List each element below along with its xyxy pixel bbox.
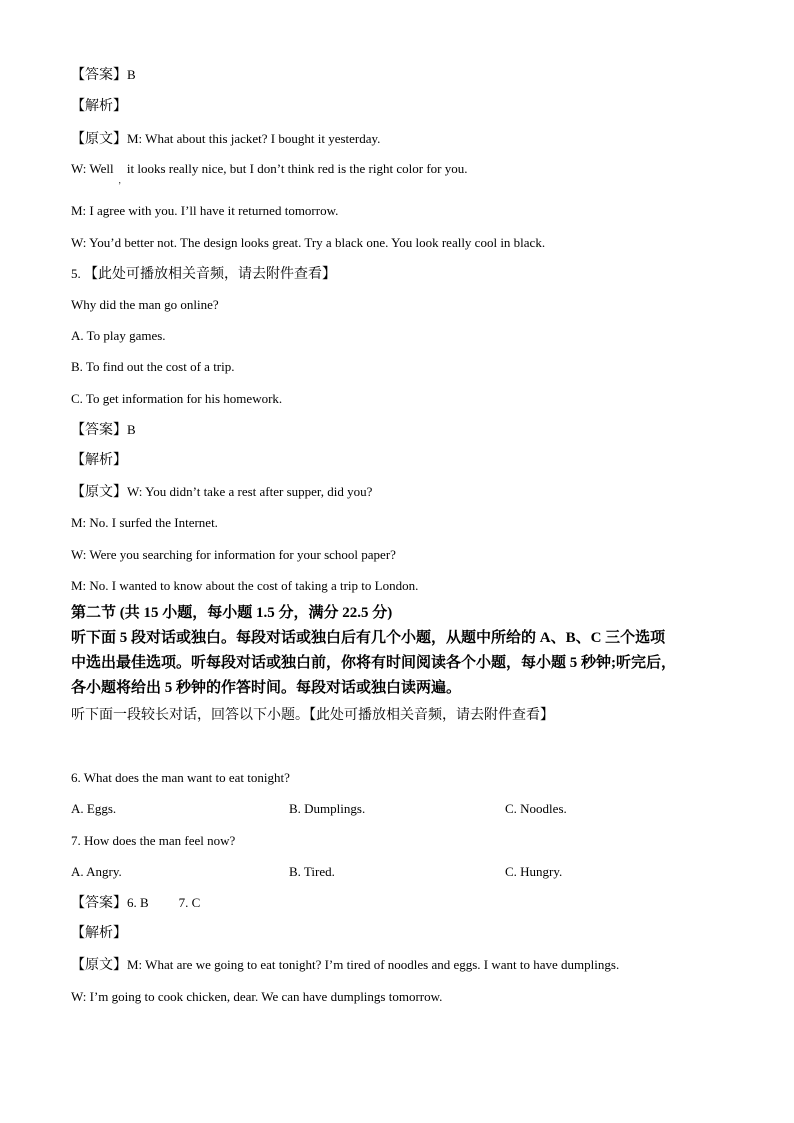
- q4-transcript-line-2: [71, 161, 468, 185]
- q5-transcript-line-1: [71, 484, 372, 501]
- q7-answer-value: 7. C: [178, 895, 201, 910]
- q6-option-a: A. Eggs.: [71, 801, 117, 816]
- section2-instruction-2: 中选出最佳选项。听每段对话或独白前，你将有时间阅读各个小题，每小题 5 秒钟;听完后，: [71, 655, 676, 671]
- q4-transcript-line-4: W: You’d better not. The design looks great. Try a black one. You look really cool in black.: [71, 235, 546, 250]
- transcript-label: 【原文】: [71, 485, 127, 500]
- q6-7-transcript-line-1: [71, 957, 619, 974]
- q6-option-b: B. Dumplings.: [289, 801, 366, 816]
- q5-answer-line: [71, 422, 136, 439]
- q5-header: [71, 266, 336, 283]
- q5-option-b: B. To find out the cost of a trip.: [71, 359, 235, 374]
- q4-transcript-line-3: M: I agree with you. I’ll have it returned tomorrow.: [71, 203, 339, 218]
- q5-audio-note: 【此处可播放相关音频，请去附件查看】: [84, 267, 336, 282]
- section2-instruction-1: 听下面 5 段对话或独白。每段对话或独白后有几个小题，从题中所给的 A、B、C 三个选项: [71, 630, 666, 646]
- q6-answer-value: 6. B: [127, 895, 149, 910]
- q4-transcript-comma: ,: [118, 175, 121, 185]
- q6-7-answer-line: [71, 895, 200, 912]
- section2-title: 第二节 (共 15 小题，每小题 1.5 分，满分 22.5 分): [71, 605, 393, 621]
- q5-option-c: C. To get information for his homework.: [71, 391, 283, 406]
- q4-transcript-text-2b: it looks really nice, but I don’t think red is the right color for you.: [126, 161, 468, 176]
- q7-question: 7. How does the man feel now?: [71, 833, 236, 848]
- q6-7-analysis-label: 【解析】: [71, 926, 127, 941]
- q5-answer-value: B: [127, 422, 136, 437]
- q4-transcript-line-1: [71, 131, 380, 148]
- q4-transcript-text-1: M: What about this jacket? I bought it yesterday.: [127, 131, 381, 146]
- section2-intro: 听下面一段较长对话，回答以下小题。【此处可播放相关音频，请去附件查看】: [71, 708, 554, 723]
- transcript-label: 【原文】: [71, 132, 127, 147]
- q6-option-c: C. Noodles.: [505, 801, 567, 816]
- q5-transcript-line-2: M: No. I surfed the Internet.: [71, 515, 218, 530]
- q7-option-a: A. Angry.: [71, 864, 122, 879]
- q5-analysis-label: 【解析】: [71, 453, 127, 468]
- q5-transcript-text-1: W: You didn’t take a rest after supper, did you?: [127, 484, 373, 499]
- answer-label: 【答案】: [71, 68, 127, 83]
- q5-transcript-line-4: M: No. I wanted to know about the cost of taking a trip to London.: [71, 578, 419, 593]
- answer-label: 【答案】: [71, 423, 127, 438]
- answer-label: 【答案】: [71, 896, 127, 911]
- q7-option-b: B. Tired.: [289, 864, 335, 879]
- q6-7-transcript-line-2: W: I’m going to cook chicken, dear. We can have dumplings tomorrow.: [71, 989, 443, 1004]
- q5-number: 5.: [71, 266, 81, 281]
- q4-analysis-label: 【解析】: [71, 99, 127, 114]
- q4-answer-line: [71, 67, 136, 84]
- q5-question: Why did the man go online?: [71, 297, 219, 312]
- q6-7-transcript-text-1: M: What are we going to eat tonight? I’m tired of noodles and eggs. I want to have dumplings.: [127, 957, 620, 972]
- transcript-label: 【原文】: [71, 958, 127, 973]
- q5-transcript-line-3: W: Were you searching for information for your school paper?: [71, 547, 396, 562]
- q4-transcript-text-2a: W: Well: [71, 161, 114, 176]
- q7-option-c: C. Hungry.: [505, 864, 563, 879]
- q6-question: 6. What does the man want to eat tonight?: [71, 770, 290, 785]
- section2-instruction-3: 各小题将给出 5 秒钟的作答时间。每段对话或独白读两遍。: [71, 680, 462, 696]
- q4-answer-value: B: [127, 67, 136, 82]
- q5-option-a: A. To play games.: [71, 328, 166, 343]
